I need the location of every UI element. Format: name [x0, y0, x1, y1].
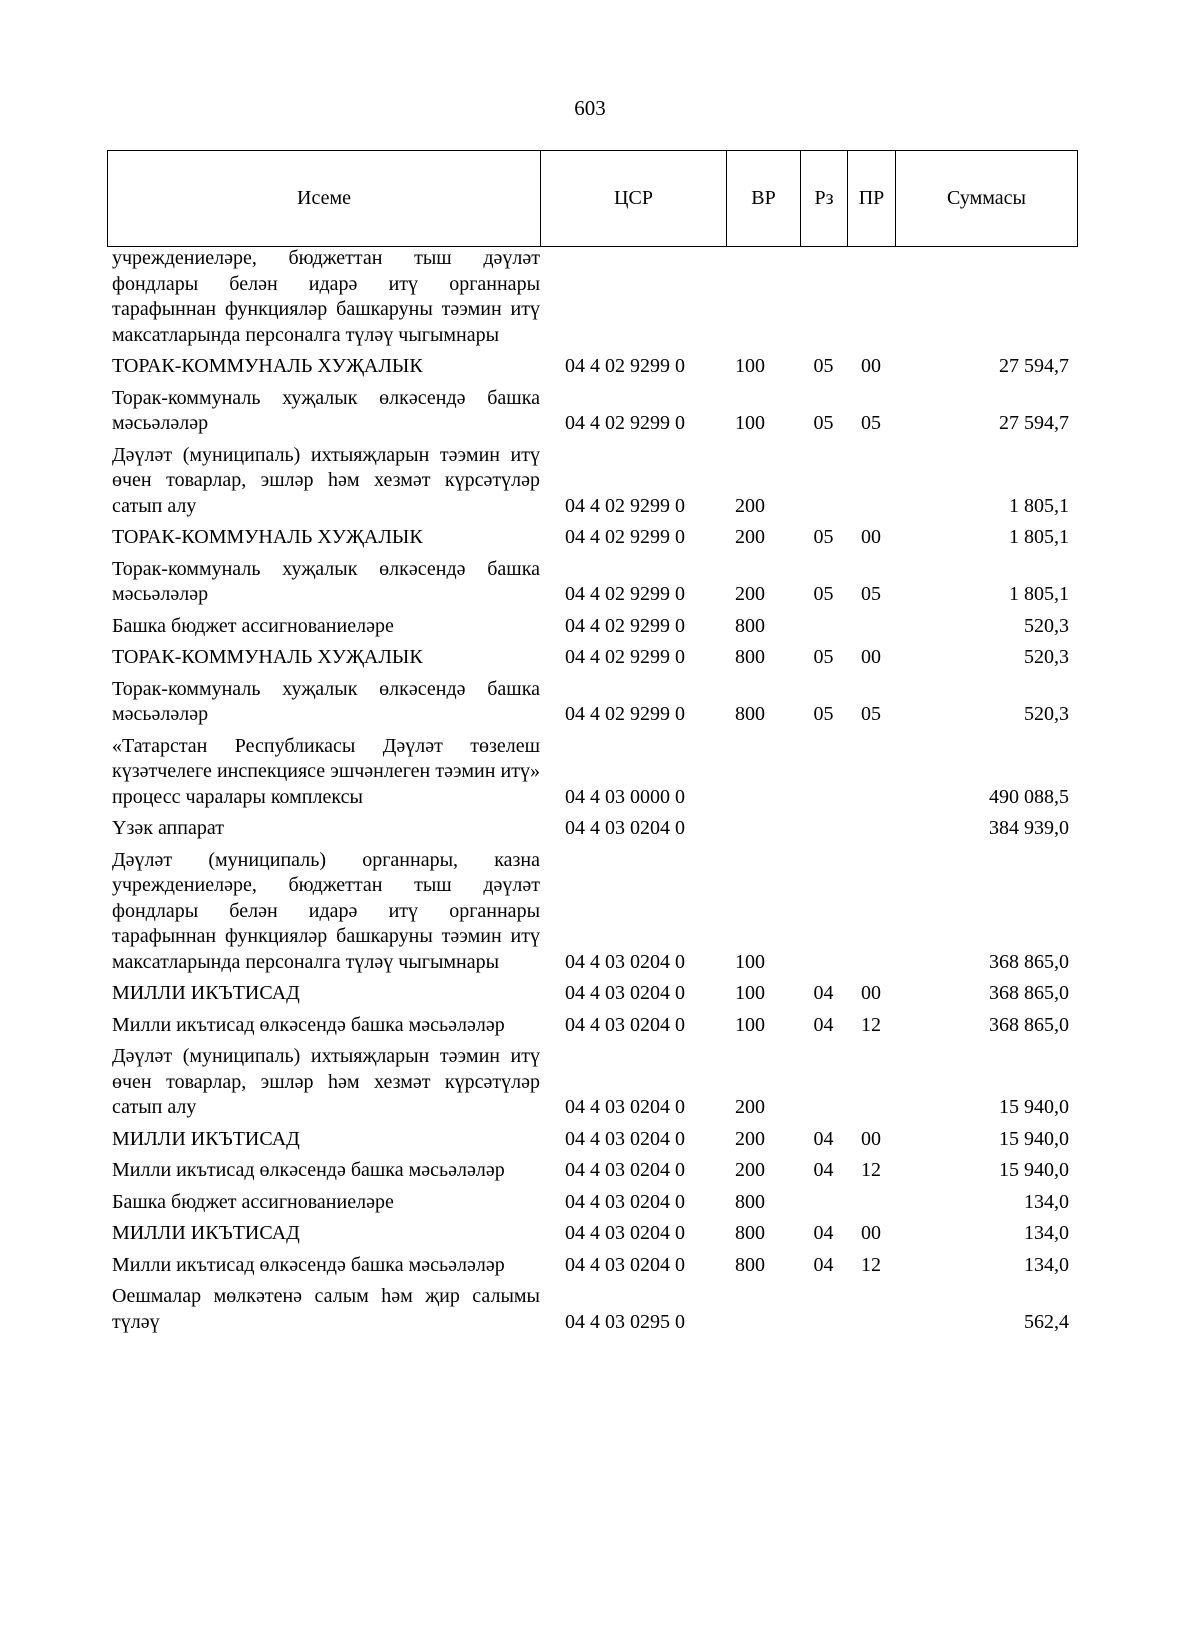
- cell-sum: 384 939,0: [989, 817, 1069, 839]
- cell-csr: [540, 246, 726, 351]
- cell-rz: [800, 731, 847, 814]
- cell-vr: 100: [735, 950, 765, 973]
- cell-name: МИЛЛИ ИКЪТИСАД: [112, 982, 300, 1004]
- cell-pr: 00: [861, 1127, 881, 1150]
- cell-csr: 04 4 02 9299 0: [565, 583, 685, 605]
- cell-vr: 100: [735, 355, 765, 377]
- cell-sum: 134,0: [1024, 1190, 1069, 1213]
- cell-csr: 04 4 03 0204 0: [565, 817, 685, 839]
- table-row: [107, 1250, 1101, 1282]
- cell-name: Үзәк аппарат: [112, 817, 224, 839]
- cell-vr: 200: [735, 1127, 765, 1150]
- cell-sum: 134,0: [1024, 1253, 1069, 1276]
- cell-pr: 05: [861, 703, 881, 725]
- cell-pr: [847, 611, 895, 643]
- cell-vr: 100: [735, 1013, 765, 1036]
- table-body: [107, 246, 1101, 1338]
- cell-pr: [847, 1187, 895, 1219]
- cell-csr: 04 4 03 0204 0: [565, 982, 685, 1004]
- cell-vr: 200: [735, 526, 765, 548]
- cell-sum: 15 940,0: [999, 1096, 1069, 1118]
- cell-rz: 04: [813, 1222, 834, 1244]
- cell-vr: 100: [735, 982, 765, 1004]
- cell-vr: 800: [735, 1222, 765, 1244]
- table-row: [107, 440, 1101, 523]
- cell-pr: 12: [861, 1159, 881, 1181]
- cell-name: Дәүләт (муниципаль) органнары, казна учреждениеләре, бюджеттан тыш дәүләт фондлары белән идарә итү органнары тарафыннан функцияләр башкаруны тәэмин итү максатларында персоналга түләү чыгымнары: [112, 848, 540, 973]
- cell-name: Башка бюджет ассигнованиеләре: [112, 1190, 394, 1213]
- col-header-pr: ПР: [848, 151, 896, 247]
- cell-csr: 04 4 03 0204 0: [565, 1222, 685, 1244]
- cell-csr: 04 4 03 0204 0: [565, 1190, 685, 1213]
- cell-csr: 04 4 02 9299 0: [565, 355, 685, 377]
- cell-sum: 1 805,1: [1009, 494, 1069, 517]
- table-header: [107, 150, 1078, 247]
- cell-pr: 00: [861, 646, 881, 668]
- cell-vr: 200: [735, 494, 765, 517]
- cell-vr: 100: [735, 412, 765, 434]
- table-row: [107, 1187, 1101, 1219]
- cell-sum: 368 865,0: [989, 950, 1069, 973]
- cell-csr: 04 4 03 0204 0: [565, 1096, 685, 1118]
- cell-csr: 04 4 02 9299 0: [565, 646, 685, 668]
- cell-rz: 05: [813, 646, 834, 668]
- cell-rz: [800, 246, 847, 351]
- cell-csr: 04 4 03 0000 0: [565, 785, 685, 808]
- table-row: [107, 813, 1101, 845]
- cell-csr: 04 4 02 9299 0: [565, 494, 685, 517]
- cell-pr: 00: [861, 355, 881, 377]
- cell-name: Башка бюджет ассигнованиеләре: [112, 614, 394, 637]
- cell-rz: [800, 813, 847, 845]
- cell-name: Милли икътисад өлкәсендә башка мәсьәләләр: [112, 1159, 505, 1181]
- table-row: [107, 642, 1101, 674]
- cell-rz: [800, 1041, 847, 1124]
- cell-name: Оешмалар мөлкәтенә салым һәм җир салымы түләү: [112, 1285, 540, 1333]
- cell-pr: [847, 440, 895, 523]
- cell-sum: 27 594,7: [999, 412, 1069, 434]
- cell-sum: 520,3: [1024, 703, 1069, 725]
- cell-rz: [800, 1187, 847, 1219]
- cell-rz: [800, 845, 847, 979]
- table-row: [107, 731, 1101, 814]
- cell-sum: 1 805,1: [1009, 583, 1069, 605]
- cell-name: Торак-коммуналь хуҗалык өлкәсендә башка мәсьәләләр: [112, 557, 540, 605]
- cell-sum: 1 805,1: [1009, 526, 1069, 548]
- col-header-vr: ВР: [727, 151, 801, 247]
- cell-rz: 04: [813, 1159, 834, 1181]
- cell-sum: 27 594,7: [999, 355, 1069, 377]
- table-row: [107, 351, 1101, 383]
- cell-sum: 490 088,5: [989, 785, 1069, 808]
- col-header-csr: ЦСР: [541, 151, 727, 247]
- cell-vr: 800: [735, 614, 765, 637]
- cell-csr: 04 4 02 9299 0: [565, 526, 685, 548]
- table-row: [107, 1281, 1101, 1338]
- table-row: [107, 554, 1101, 611]
- cell-name: Торак-коммуналь хуҗалык өлкәсендә башка мәсьәләләр: [112, 677, 540, 725]
- cell-pr: 05: [861, 583, 881, 605]
- cell-sum: 368 865,0: [989, 982, 1069, 1004]
- cell-rz: 04: [813, 1127, 834, 1150]
- cell-sum: [895, 246, 1101, 351]
- cell-vr: 200: [735, 1096, 765, 1118]
- cell-rz: 04: [813, 1013, 834, 1036]
- cell-rz: [800, 611, 847, 643]
- cell-name: Милли икътисад өлкәсендә башка мәсьәләләр: [112, 1013, 505, 1036]
- cell-sum: 562,4: [1024, 1310, 1069, 1333]
- table-row: [107, 522, 1101, 554]
- table-row: [107, 246, 1101, 351]
- cell-name: ТОРАК-КОММУНАЛЬ ХУҖАЛЫК: [112, 526, 423, 548]
- cell-rz: 05: [813, 355, 834, 377]
- page-number: 603: [574, 96, 606, 120]
- cell-pr: [847, 731, 895, 814]
- cell-vr: 200: [735, 583, 765, 605]
- cell-rz: 05: [813, 703, 834, 725]
- cell-pr: [847, 845, 895, 979]
- cell-rz: 04: [813, 1253, 834, 1276]
- cell-rz: 04: [813, 982, 834, 1004]
- cell-csr: 04 4 03 0204 0: [565, 1253, 685, 1276]
- cell-sum: 368 865,0: [989, 1013, 1069, 1036]
- cell-sum: 15 940,0: [999, 1159, 1069, 1181]
- cell-pr: [847, 1281, 895, 1338]
- cell-pr: 00: [861, 982, 881, 1004]
- cell-vr: 200: [735, 1159, 765, 1181]
- cell-pr: 12: [861, 1013, 881, 1036]
- cell-sum: 520,3: [1024, 614, 1069, 637]
- cell-sum: 520,3: [1024, 646, 1069, 668]
- cell-name: Милли икътисад өлкәсендә башка мәсьәләләр: [112, 1253, 505, 1276]
- table-row: [107, 383, 1101, 440]
- table-row: [107, 978, 1101, 1010]
- table-row: [107, 845, 1101, 979]
- col-header-name: Исеме: [108, 151, 541, 247]
- cell-rz: [800, 440, 847, 523]
- cell-name: Дәүләт (муниципаль) ихтыяҗларын тәэмин итү өчен товарлар, эшләр һәм хезмәт күрсәтүләр сатып алу: [112, 443, 540, 517]
- cell-vr: [726, 731, 800, 814]
- cell-rz: [800, 1281, 847, 1338]
- cell-rz: 05: [813, 412, 834, 434]
- cell-csr: 04 4 03 0295 0: [565, 1310, 685, 1333]
- cell-pr: 05: [861, 412, 881, 434]
- cell-pr: [847, 813, 895, 845]
- cell-pr: 00: [861, 1222, 881, 1244]
- cell-name: Дәүләт (муниципаль) ихтыяҗларын тәэмин итү өчен товарлар, эшләр һәм хезмәт күрсәтүләр сатып алу: [112, 1045, 540, 1118]
- table-row: [107, 1218, 1101, 1250]
- cell-rz: 05: [813, 526, 834, 548]
- cell-csr: 04 4 03 0204 0: [565, 1013, 685, 1036]
- cell-vr: [726, 1281, 800, 1338]
- col-header-sum: Суммасы: [896, 151, 1078, 247]
- cell-vr: 800: [735, 646, 765, 668]
- cell-name: ТОРАК-КОММУНАЛЬ ХУҖАЛЫК: [112, 646, 423, 668]
- table-row: [107, 674, 1101, 731]
- table-row: [107, 611, 1101, 643]
- cell-csr: 04 4 03 0204 0: [565, 1127, 685, 1150]
- budget-table: [107, 246, 1101, 1338]
- cell-vr: [726, 246, 800, 351]
- cell-vr: 800: [735, 1253, 765, 1276]
- cell-csr: 04 4 02 9299 0: [565, 412, 685, 434]
- cell-pr: [847, 246, 895, 351]
- cell-name: учреждениеләре, бюджеттан тыш дәүләт фондлары белән идарә итү органнары тарафыннан функцияләр башкаруны тәэмин итү максатларында персоналга түләү чыгымнары: [112, 247, 540, 346]
- table-row: [107, 1041, 1101, 1124]
- cell-pr: 12: [861, 1253, 881, 1276]
- cell-vr: [726, 813, 800, 845]
- table-row: [107, 1124, 1101, 1156]
- table-row: [107, 1010, 1101, 1042]
- cell-name: МИЛЛИ ИКЪТИСАД: [112, 1127, 300, 1150]
- cell-pr: [847, 1041, 895, 1124]
- cell-name: Торак-коммуналь хуҗалык өлкәсендә башка мәсьәләләр: [112, 386, 540, 434]
- cell-pr: 00: [861, 526, 881, 548]
- cell-csr: 04 4 02 9299 0: [565, 703, 685, 725]
- col-header-rz: Рз: [801, 151, 848, 247]
- cell-rz: 05: [813, 583, 834, 605]
- cell-name: МИЛЛИ ИКЪТИСАД: [112, 1222, 300, 1244]
- cell-name: «Татарстан Республикасы Дәүләт төзелеш күзәтчелеге инспекциясе эшчәнлеген тәэмин итү» процесс чаралары комплексы: [112, 734, 540, 808]
- cell-vr: 800: [735, 703, 765, 725]
- cell-csr: 04 4 03 0204 0: [565, 950, 685, 973]
- cell-sum: 15 940,0: [999, 1127, 1069, 1150]
- cell-csr: 04 4 03 0204 0: [565, 1159, 685, 1181]
- table-row: [107, 1155, 1101, 1187]
- cell-sum: 134,0: [1024, 1222, 1069, 1244]
- cell-vr: 800: [735, 1190, 765, 1213]
- cell-name: ТОРАК-КОММУНАЛЬ ХУҖАЛЫК: [112, 355, 423, 377]
- cell-csr: 04 4 02 9299 0: [565, 614, 685, 637]
